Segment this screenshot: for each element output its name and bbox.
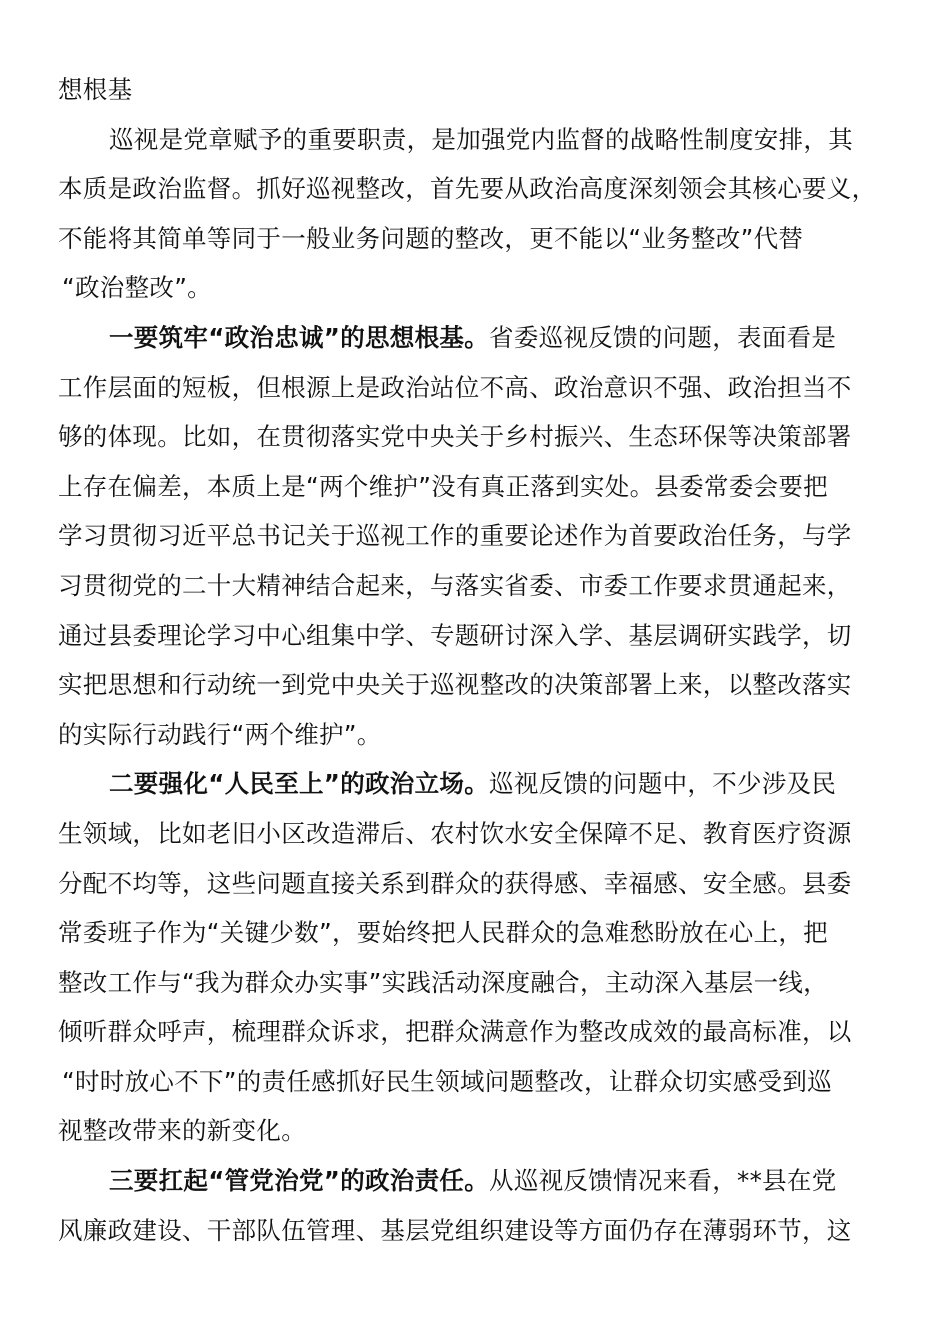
- document-page: [58, 70, 888, 1260]
- section-party-governance: [58, 1161, 888, 1260]
- paragraph-line: 不能将其简单等同于一般业务问题的整改，更不能以“业务整改”代替: [58, 223, 804, 253]
- paragraph-line: 分配不均等，这些问题直接关系到群众的获得感、幸福感、安全感。县委: [58, 868, 852, 898]
- paragraph-line: 生领域，比如老旧小区改造滞后、农村饮水安全保障不足、教育医疗资源: [58, 818, 852, 848]
- paragraph-line: 上存在偏差，本质上是“两个维护”没有真正落到实处。县委常委会要把: [58, 471, 828, 501]
- section-text: 省委巡视反馈的问题，表面看是: [489, 322, 837, 352]
- paragraph-line: 工作层面的短板，但根源上是政治站位不高、政治意识不强、政治担当不: [58, 372, 852, 402]
- paragraph-line: 实把思想和行动统一到党中央关于巡视整改的决策部署上来，以整改落实: [58, 670, 852, 700]
- paragraph-line: 常委班子作为“关键少数”，要始终把人民群众的急难愁盼放在心上，把: [58, 918, 828, 948]
- paragraph-line: 本质是政治监督。抓好巡视整改，首先要从政治高度深刻领会其核心要义，: [58, 174, 877, 204]
- section-heading: 二要强化“人民至上”的政治立场。: [109, 769, 490, 799]
- intro-paragraph: [58, 120, 888, 318]
- paragraph-line: 的实际行动践行“两个维护”。: [58, 719, 382, 749]
- paragraph-line: 巡视是党章赋予的重要职责，是加强党内监督的战略性制度安排，其: [109, 124, 853, 154]
- paragraph-line: “时时放心不下”的责任感抓好民生领域问题整改，让群众切实感受到巡: [62, 1066, 832, 1096]
- paragraph-line: 习贯彻党的二十大精神结合起来，与落实省委、市委工作要求贯通起来，: [58, 570, 852, 600]
- section-political-loyalty: [58, 318, 888, 764]
- continuation-line: 想根基: [58, 75, 133, 104]
- paragraph-line: 够的体现。比如，在贯彻落实党中央关于乡村振兴、生态环保等决策部署: [58, 422, 852, 452]
- paragraph-line: 学习贯彻习近平总书记关于巡视工作的重要论述作为首要政治任务，与学: [58, 521, 852, 551]
- section-heading: 三要扛起“管党治党”的政治责任。: [109, 1166, 490, 1196]
- section-people-first: [58, 764, 888, 1161]
- section-first-line: [58, 764, 888, 814]
- section-first-line: [58, 1161, 888, 1211]
- paragraph-line: 倾听群众呼声，梳理群众诉求，把群众满意作为整改成效的最高标准，以: [58, 1017, 852, 1047]
- paragraph-line: 通过县委理论学习中心组集中学、专题研讨深入学、基层调研实践学，切: [58, 620, 852, 650]
- paragraph-line: “政治整改”。: [62, 273, 212, 303]
- section-first-line: [58, 318, 888, 368]
- paragraph-line: 风廉政建设、干部队伍管理、基层党组织建设等方面仍存在薄弱环节，这: [58, 1215, 852, 1245]
- paragraph-line: 视整改带来的新变化。: [58, 1116, 306, 1146]
- paragraph-line: 整改工作与“我为群众办实事”实践活动深度融合，主动深入基层一线，: [58, 967, 828, 997]
- section-heading: 一要筑牢“政治忠诚”的思想根基。: [109, 322, 490, 352]
- section-text: 从巡视反馈情况来看，**县在党: [489, 1166, 837, 1196]
- section-text: 巡视反馈的问题中，不少涉及民: [489, 769, 837, 799]
